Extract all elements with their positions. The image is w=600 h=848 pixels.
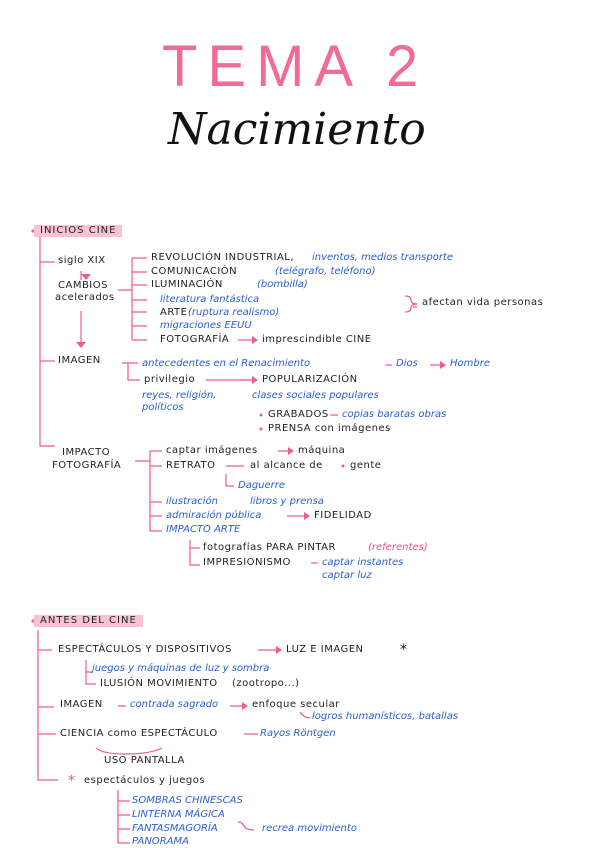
contrada: contrada sagrado [130,699,219,710]
list-item: SOMBRAS CHINESCAS [132,795,243,806]
admiracion: admiración pública [166,510,262,521]
referentes: (referentes) [368,542,428,553]
luz-imagen: LUZ E IMAGEN [286,644,364,655]
espectaculos-juegos: espectáculos y juegos [84,775,206,786]
prensa: PRENSA con imágenes [268,423,391,434]
captar-imagenes: captar imágenes [166,445,258,456]
fotografia-label: FOTOGRAFÍA [52,460,122,471]
fotografias-pintar: fotografías PARA PINTAR [203,542,336,553]
com-note: (telégrafo, teléfono) [275,266,376,277]
ciencia: CIENCIA como ESPECTÁCULO [60,728,218,739]
alcance: al alcance de [250,460,323,471]
zootropo: (zootropo...) [232,678,300,689]
popularizacion: POPULARIZACIÓN [262,374,358,385]
juegos-maquinas: juegos y máquinas de luz y sombra [92,663,270,674]
logros: logros humanísticos, batallas [312,711,459,722]
grabados-note: copias baratas obras [342,409,447,420]
reyes: reyes, religión, [142,390,217,401]
enfoque: enfoque secular [252,699,340,710]
retrato: RETRATO [166,460,216,471]
foto-label: FOTOGRAFÍA [160,334,230,345]
acelerados-label: acelerados [55,292,115,303]
daguerre: Daguerre [238,480,286,491]
foto-note: imprescindible CINE [262,334,372,345]
asterisk-1: * [400,642,408,658]
hombre: Hombre [450,358,490,369]
antecedentes: antecedentes en el Renacimiento [142,358,311,369]
list-item: LINTERNA MÁGICA [132,809,225,820]
privilegio: privilegio [144,374,196,385]
siglo-label: siglo XIX [58,255,106,266]
rayos: Rayos Röntgen [260,728,336,739]
asterisk-2: * [68,773,75,789]
ilustracion-note: libros y prensa [250,496,324,507]
politicos: políticos [142,402,184,413]
impacto-arte: IMPACTO ARTE [166,524,241,535]
imagen-label: IMAGEN [58,355,101,366]
rev-note: inventos, medios transporte [312,252,454,263]
clases: clases sociales populares [252,390,379,401]
ilu-note: (bombilla) [257,279,308,290]
maquina: máquina [298,445,346,456]
section-heading-antes: ANTES DEL CINE [34,615,143,627]
captar-instantes: captar instantes [322,557,404,568]
arte-label: ARTE [160,307,188,318]
impresionismo: IMPRESIONISMO [203,557,291,568]
captar-luz: captar luz [322,570,372,581]
grabados: GRABADOS [268,409,329,420]
list-item: FANTASMAGORÍA [132,823,218,834]
uso-pantalla: USO PANTALLA [104,755,185,766]
imagen-2: IMAGEN [60,699,103,710]
page-subtitle: Nacimiento [168,104,426,155]
afectan-label: afectan vida personas [422,297,544,308]
impacto-label: IMPACTO [62,447,111,458]
page-title: TEMA 2 [162,34,429,99]
section-heading-inicios: INICIOS CINE [34,225,122,237]
gente: gente [350,460,382,471]
cambios-label: CAMBIOS [58,280,108,291]
dios: Dios [396,358,418,369]
ilu-label: ILUMINACIÓN [151,279,223,290]
lit-label: literatura fantástica [160,294,260,305]
arte-note: (ruptura realismo) [188,307,280,318]
recrea-movimiento: recrea movimiento [262,823,357,834]
mig-label: migraciones EEUU [160,320,252,331]
list-item: PANORAMA [132,836,189,847]
rev-label: REVOLUCIÓN INDUSTRIAL, [151,252,295,263]
ilusion-movimiento: ILUSIÓN MOVIMIENTO [100,678,218,689]
fidelidad: FIDELIDAD [314,510,372,521]
espectaculos-dispositivos: ESPECTÁCULOS Y DISPOSITIVOS [58,644,232,655]
ilustracion: ilustración [166,496,218,507]
com-label: COMUNICACIÓN [151,266,238,277]
